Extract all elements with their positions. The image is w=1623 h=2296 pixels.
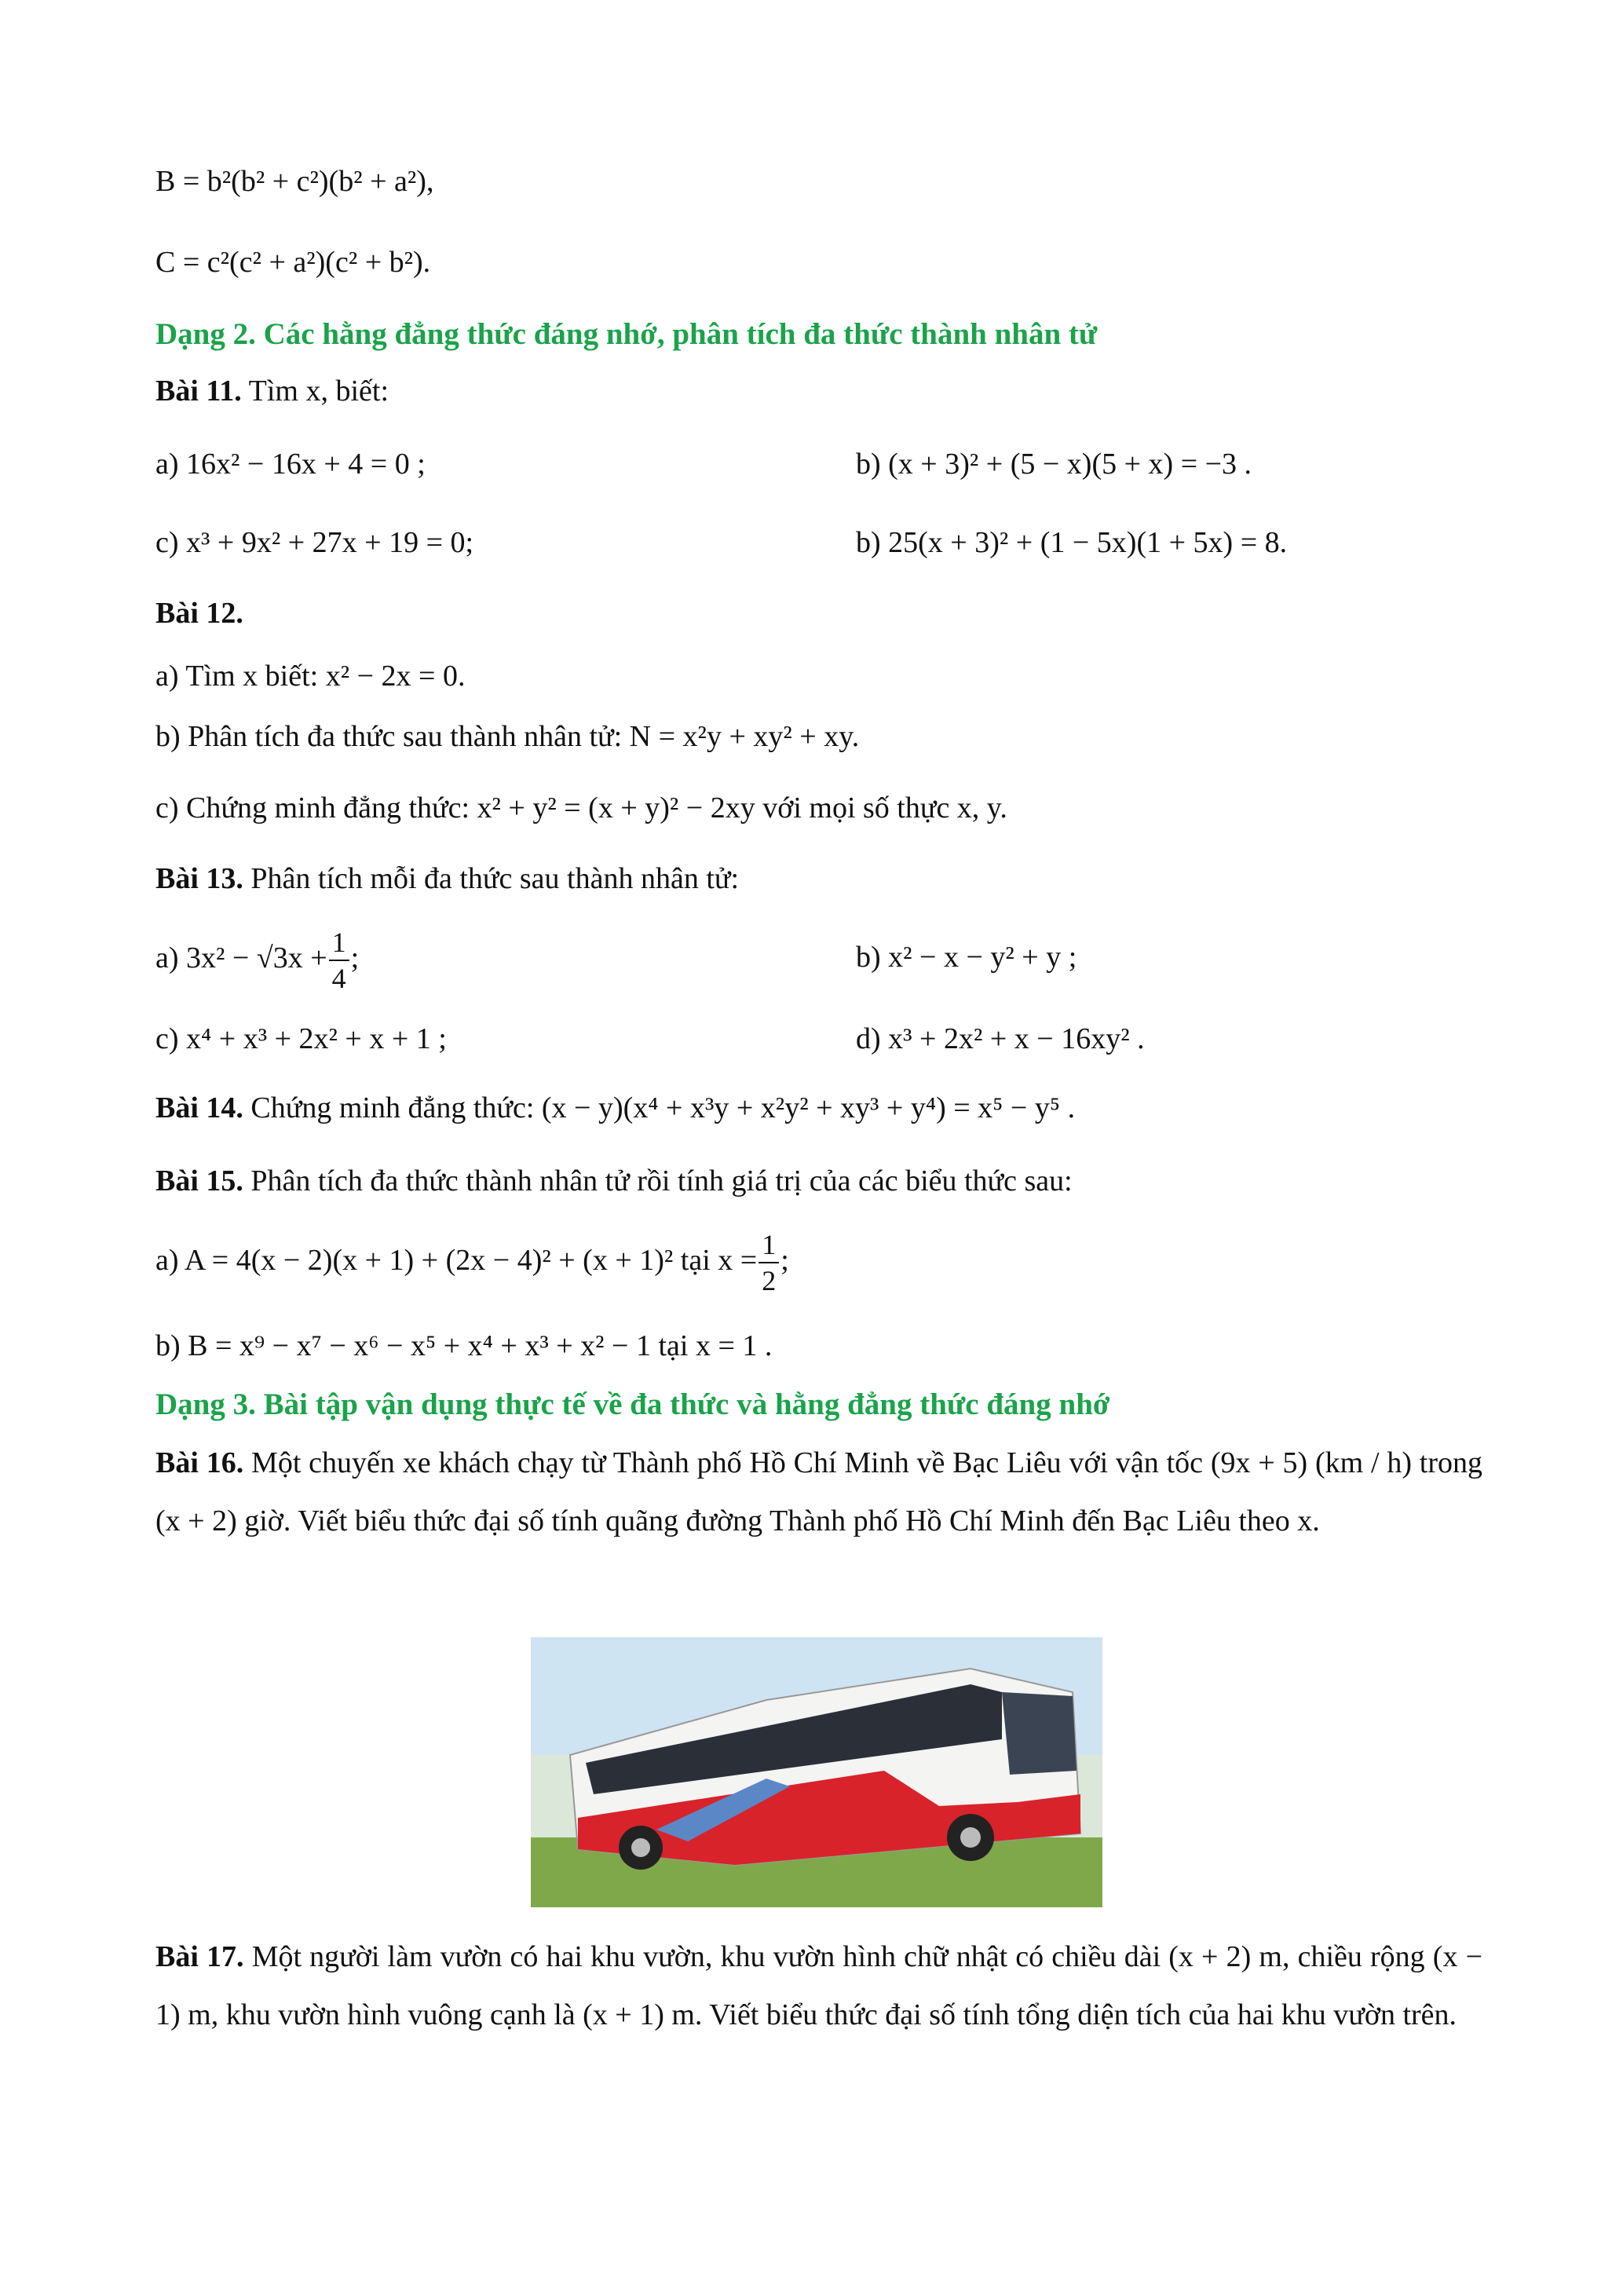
exercise-16-text: Một chuyến xe khách chạy từ Thành phố Hồ Chí Minh về Bạc Liêu với vận tốc (9x + 5) (km / h) trong (x + 2) giờ. Viết biểu thức đại số tính quãng đường Thành phố Hồ Chí Minh đến Bạc Liêu theo x. — [155, 1446, 1483, 1537]
exercise-12-a: a) Tìm x biết: x² − 2x = 0. — [155, 660, 466, 693]
exercise-17-label: Bài 17. — [155, 1940, 244, 1973]
exercise-14-text: Chứng minh đẳng thức: (x − y)(x⁴ + x³y + x²y² + xy³ + y⁴) = x⁵ − y⁵ . — [250, 1091, 1076, 1124]
exercise-15-a-prefix: a) A = 4(x − 2)(x + 1) + (2x − 4)² + (x + 1)² tại x = — [155, 1244, 758, 1277]
exercise-13-prompt: Phân tích mỗi đa thức sau thành nhân tử: — [250, 862, 740, 895]
exercise-11-b1: b) (x + 3)² + (5 − x)(5 + x) = −3 . — [856, 448, 1252, 481]
fraction-one-quarter — [329, 925, 349, 996]
exercise-15-header — [155, 1161, 1073, 1201]
exercise-13-a-suffix: ; — [350, 941, 360, 974]
exercise-15-a-suffix: ; — [780, 1244, 789, 1277]
exercise-12-c: c) Chứng minh đẳng thức: x² + y² = (x + y)² − 2xy với mọi số thực x, y. — [155, 792, 1007, 824]
bus-illustration — [531, 1637, 1102, 1907]
exercise-15-label: Bài 15. — [155, 1164, 243, 1197]
exercise-13-a-prefix: a) 3x² − √3x + — [155, 941, 327, 974]
bus-photo — [531, 1637, 1102, 1907]
exercise-15-prompt: Phân tích đa thức thành nhân tử rồi tính giá trị của các biểu thức sau: — [250, 1164, 1073, 1197]
exercise-13-header — [155, 858, 739, 899]
exercise-11-b2: b) 25(x + 3)² + (1 − 5x)(1 + 5x) = 8. — [856, 526, 1288, 559]
fraction-numerator: 1 — [329, 925, 349, 961]
formula-B: B = b²(b² + c²)(b² + a²), — [155, 165, 434, 198]
fraction-one-half — [758, 1227, 779, 1298]
exercise-16 — [155, 1434, 1482, 1550]
exercise-14 — [155, 1088, 1075, 1128]
fraction-denominator: 4 — [331, 963, 346, 995]
section-heading-dang2: Dạng 2. Các hằng đẳng thức đáng nhớ, phân tích đa thức thành nhân tử — [155, 317, 1098, 351]
exercise-17 — [155, 1928, 1482, 2044]
exercise-11-c: c) x³ + 9x² + 27x + 19 = 0; — [155, 526, 474, 559]
exercise-12-label: Bài 12. — [155, 597, 243, 630]
exercise-11-a: a) 16x² − 16x + 4 = 0 ; — [155, 448, 426, 481]
exercise-12-b: b) Phân tích đa thức sau thành nhân tử: N = x²y + xy² + xy. — [155, 720, 860, 753]
exercise-13-a — [155, 919, 359, 997]
fraction-denominator: 2 — [762, 1265, 777, 1297]
exercise-11-header — [155, 371, 389, 411]
exercise-13-label: Bài 13. — [155, 862, 243, 895]
exercise-11-label: Bài 11. — [155, 375, 242, 408]
exercise-13-c: c) x⁴ + x³ + 2x² + x + 1 ; — [155, 1022, 447, 1055]
exercise-13-d: d) x³ + 2x² + x − 16xy² . — [856, 1022, 1145, 1055]
exercise-14-label: Bài 14. — [155, 1091, 243, 1124]
formula-C: C = c²(c² + a²)(c² + b²). — [155, 246, 431, 279]
exercise-15-a — [155, 1221, 789, 1300]
exercise-16-label: Bài 16. — [155, 1446, 244, 1479]
windshield — [1002, 1692, 1077, 1775]
exercise-11-prompt: Tìm x, biết: — [248, 375, 389, 408]
section-heading-dang3: Dạng 3. Bài tập vận dụng thực tế về đa thức và hằng đẳng thức đáng nhớ — [155, 1387, 1110, 1421]
fraction-numerator: 1 — [758, 1227, 779, 1263]
exercise-13-b: b) x² − x − y² + y ; — [856, 941, 1077, 974]
exercise-15-b: b) B = x⁹ − x⁷ − x⁶ − x⁵ + x⁴ + x³ + x² − 1 tại x = 1 . — [155, 1329, 773, 1362]
exercise-17-text: Một người làm vườn có hai khu vườn, khu vườn hình chữ nhật có chiều dài (x + 2) m, chiều rộng (x − 1) m, khu vườn hình vuông cạnh là (x + 1) m. Viết biểu thức đại số tính tổng diện tích của hai khu vườn trên. — [155, 1940, 1483, 2031]
